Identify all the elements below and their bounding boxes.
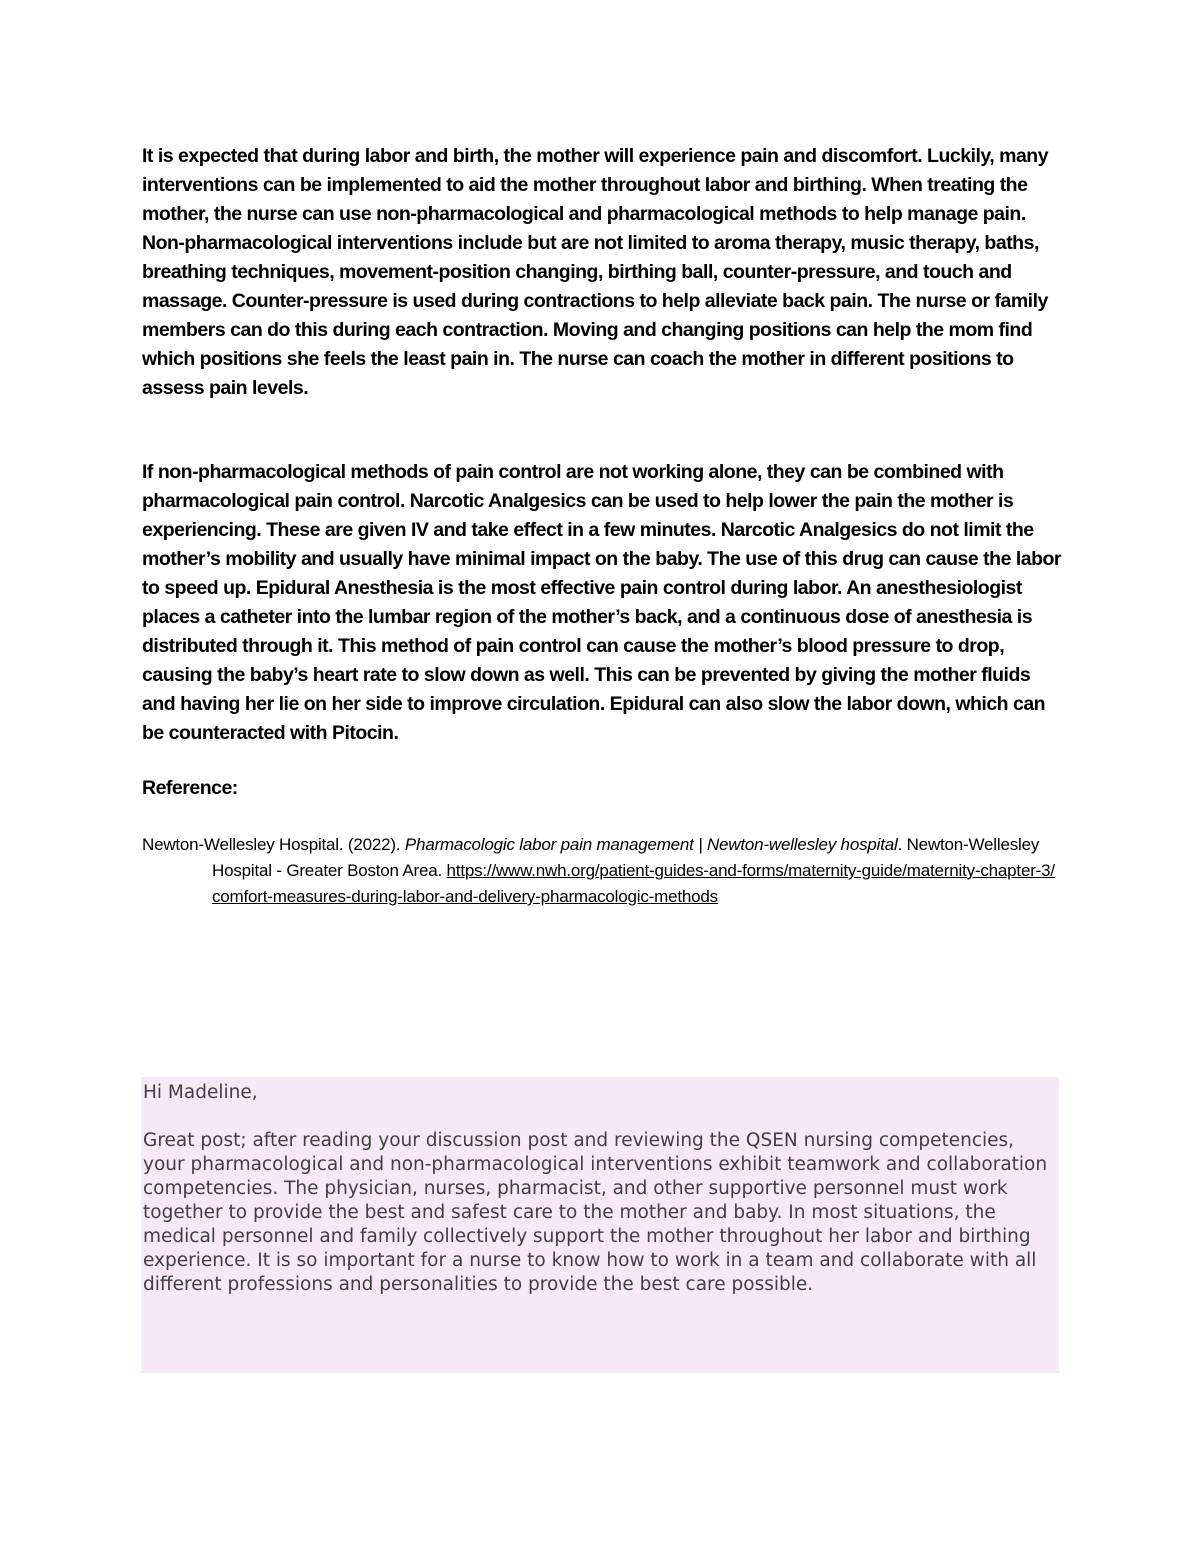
reference-title: Pharmacologic labor pain management | Newton-wellesley hospital <box>404 835 898 854</box>
reply-body: Great post; after reading your discussion post and reviewing the QSEN nursing competencies, your pharmacological and non-pharmacological interventions exhibit teamwork and collaboration competencies. The physician, nurses, pharmacist, and other supportive personnel must work together to provide the best and safest care to the mother and baby. In most situations, the medical personnel and family collectively support the mother throughout her labor and birthing experience. It is so important for a nurse to know how to work in a team and collaborate with all different professions and personalities to provide the best care possible. <box>143 1130 1048 1295</box>
reference-publisher: . Newton-Wellesley Hospital - Greater Boston Area. <box>212 835 1040 880</box>
reference-author-year: Newton-Wellesley Hospital. (2022). <box>142 835 405 854</box>
reply-comment-box <box>141 1077 1059 1373</box>
post-paragraph-2: If non-pharmacological methods of pain control are not working alone, they can be combined with pharmacological pain control. Narcotic Analgesics can be used to help lower the pain the mother is experiencing. These are given IV and take effect in a few minutes. Narcotic Analgesics do not limit the mother’s mobility and usually have minimal impact on the baby. The use of this drug can cause the labor to speed up. Epidural Anesthesia is the most effective pain control during labor. An anesthesiologist places a catheter into the lumbar region of the mother’s back, and a continuous dose of anesthesia is distributed through it. This method of pain control can cause the mother’s blood pressure to drop, causing the baby’s heart rate to slow down as well. This can be prevented by giving the mother fluids and having her lie on her side to improve circulation. Epidural can also slow the labor down, which can be counteracted with Pitocin. <box>142 461 1062 744</box>
post-paragraph-1: It is expected that during labor and birth, the mother will experience pain and discomfort. Luckily, many interventions can be implemented to aid the mother throughout labor and birthing. When treating the mother, the nurse can use non-pharmacological and pharmacological methods to help manage pain. Non-pharmacological interventions include but are not limited to aroma therapy, music therapy, baths, breathing techniques, movement-position changing, birthing ball, counter-pressure, and touch and massage. Counter-pressure is used during contractions to help alleviate back pain. The nurse or family members can do this during each contraction. Moving and changing positions can help the mom find which positions she feels the least pain in. The nurse can coach the mother in different positions to assess pain levels. <box>142 145 1049 399</box>
reference-url-link[interactable]: https://www.nwh.org/patient-guides-and-forms/maternity-guide/maternity-chapter-3/comfort-measures-during-labor-and-delivery-pharmacologic-methods <box>212 861 1055 906</box>
reply-greeting: Hi Madeline, <box>143 1082 258 1103</box>
reference-entry <box>142 832 1062 910</box>
reference-heading: Reference: <box>142 777 238 799</box>
